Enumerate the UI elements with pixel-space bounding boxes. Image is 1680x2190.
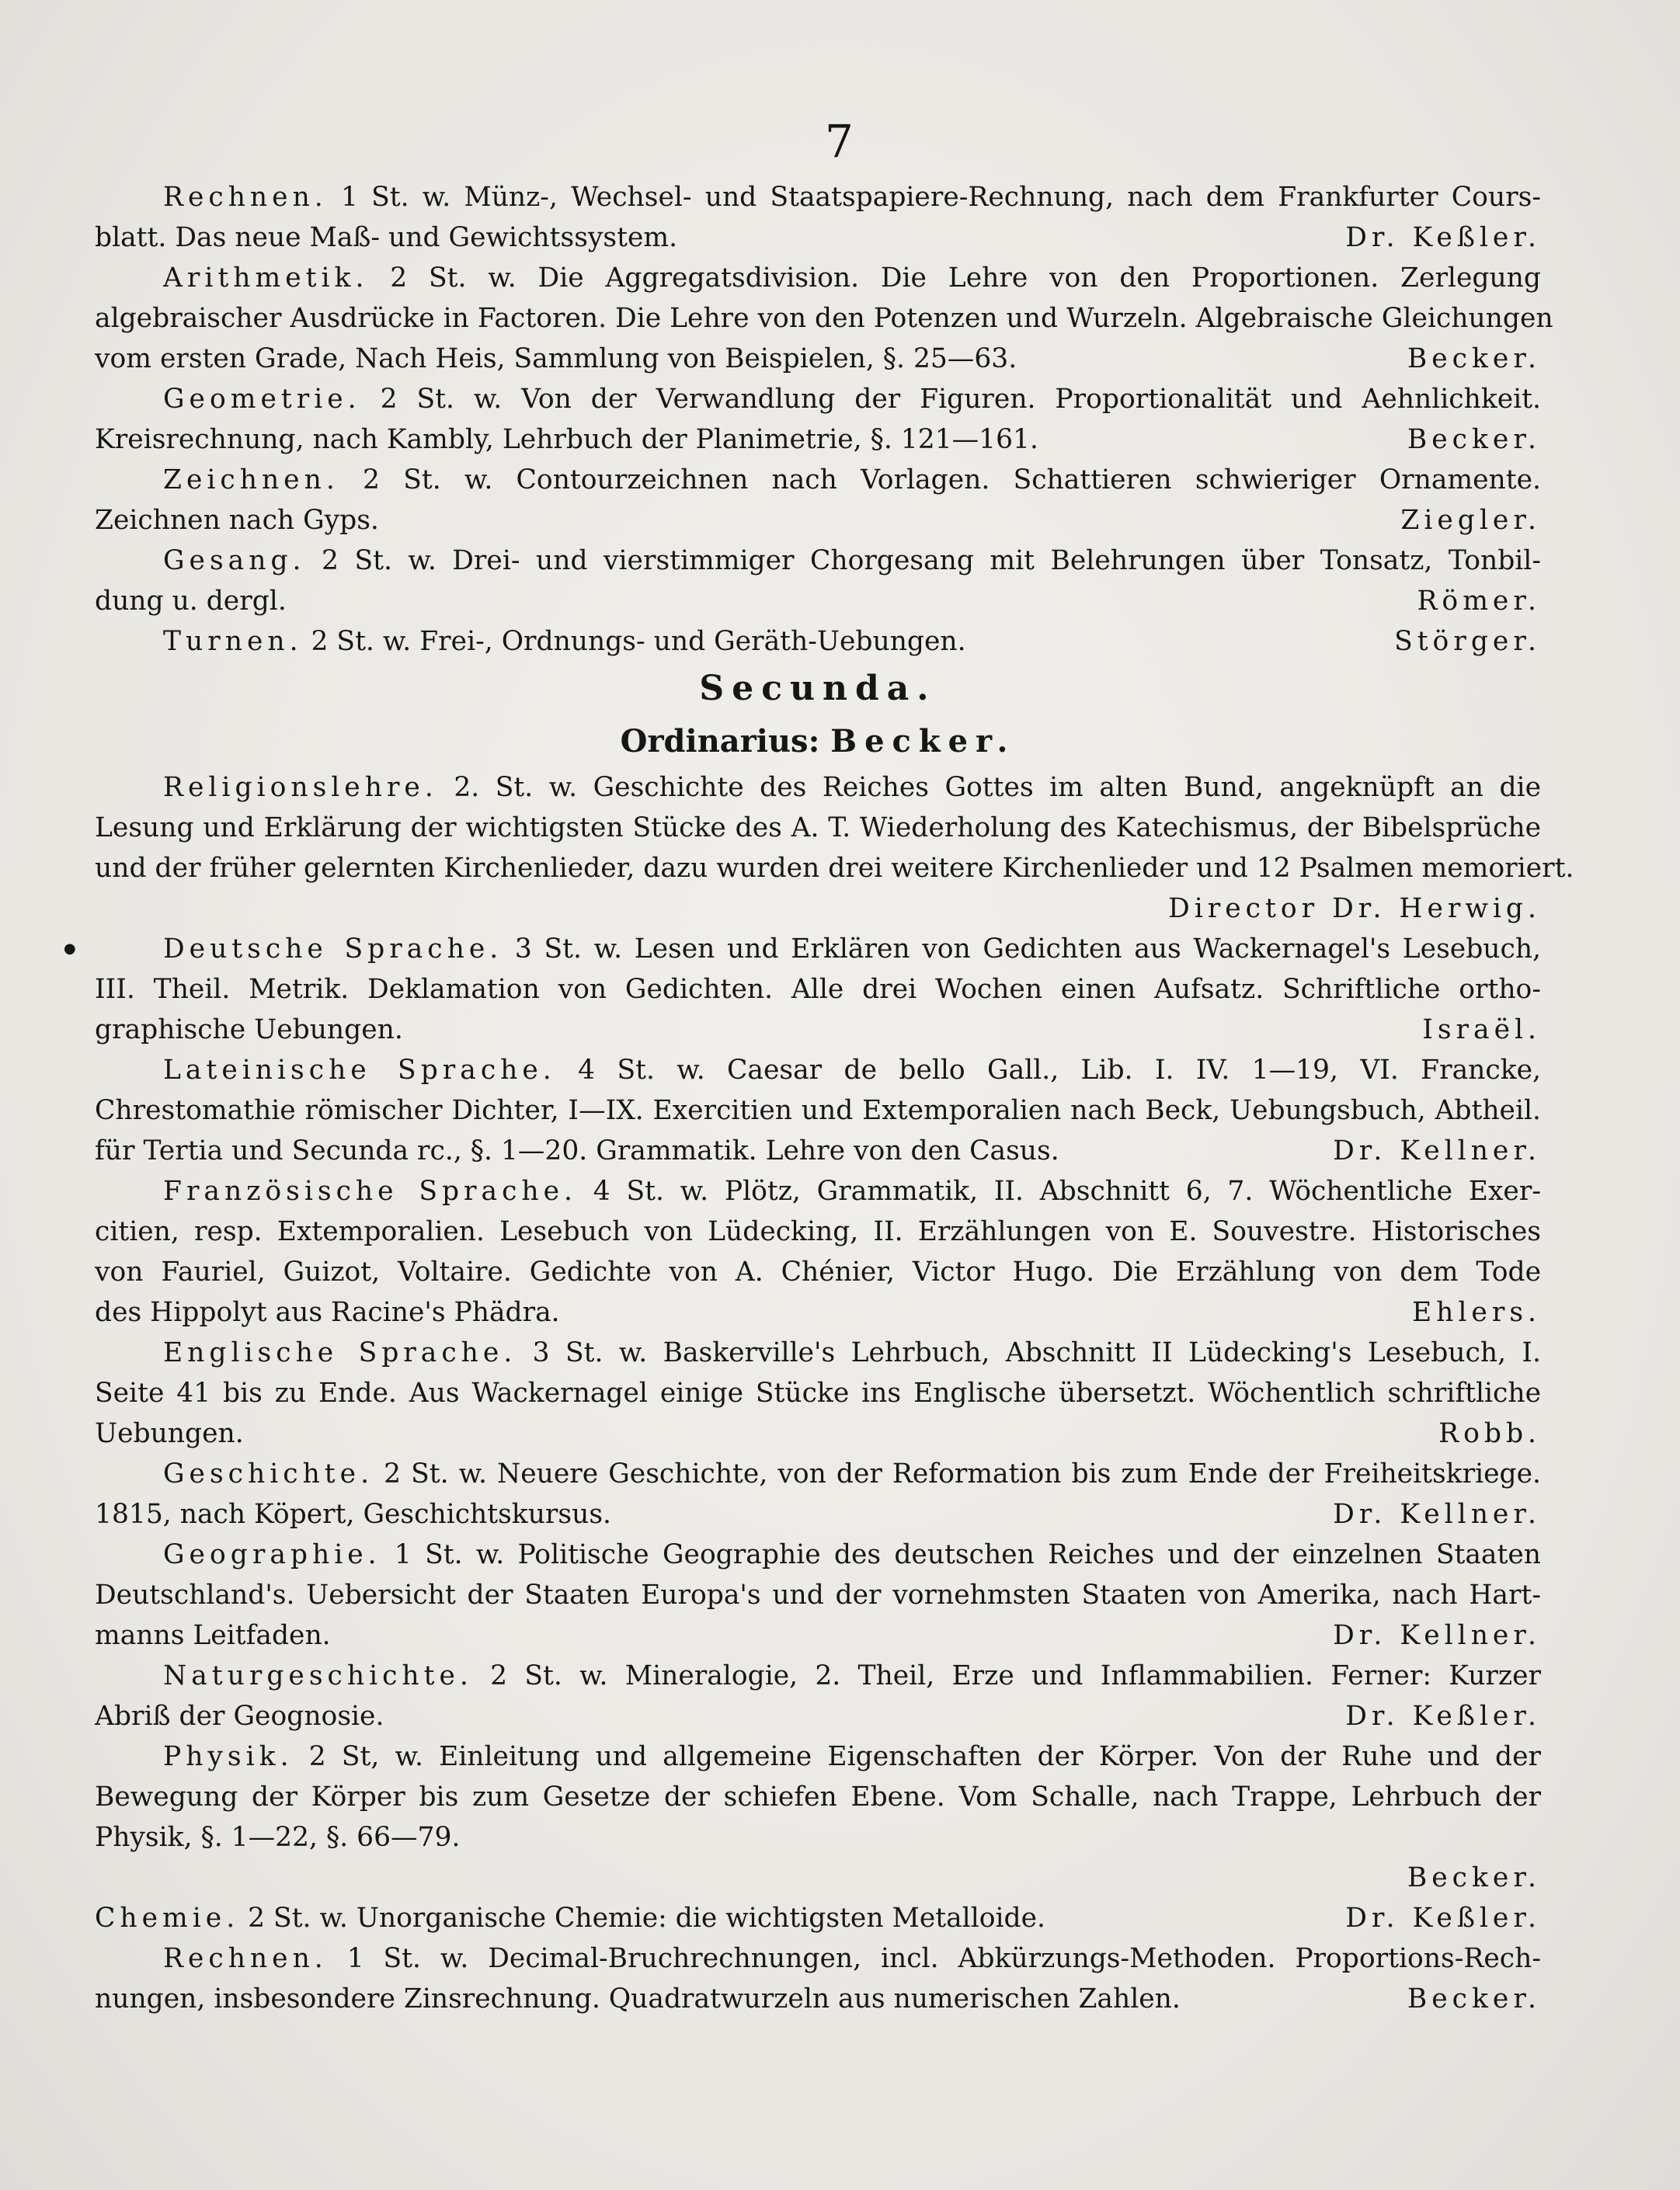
- franzoesisch-line-2: citien, resp. Extemporalien. Lesebuch von Lüdecking, II. Erzählungen von E. Souvestre. Historisches: [95, 1216, 1541, 1247]
- englisch-line-2: Seite 41 bis zu Ende. Aus Wackernagel einige Stücke ins Englische übersetzt. Wöchentlich schriftliche: [95, 1378, 1541, 1409]
- arithmetik-line-2: algebraischer Ausdrücke in Factoren. Die Lehre von den Potenzen und Wurzeln. Algebraische Gleichungen: [95, 303, 1553, 334]
- zeichnen-line-1: Zeichnen. 2 St. w. Contourzeichnen nach Vorlagen. Schattieren schwieriger Ornamente.: [163, 464, 1542, 495]
- physik-teacher: Becker.: [1407, 1862, 1541, 1893]
- teacher-name: Dr. Keßler.: [1345, 222, 1541, 253]
- rechnen2-line-1: Rechnen. 1 St. w. Decimal-Bruchrechnungen, incl. Abkürzungs-Methoden. Proportions-Rech-: [163, 1943, 1541, 1974]
- franzoesisch-line-1: Französische Sprache. 4 St. w. Plötz, Grammatik, II. Abschnitt 6, 7. Wöchentliche Exer-: [163, 1176, 1541, 1207]
- geographie-line-3: manns Leitfaden. Dr. Kellner.: [95, 1615, 1541, 1656]
- teacher-name: Israël.: [1422, 1014, 1541, 1045]
- physik-line-3: Physik, §. 1—22, §. 66—79.: [95, 1822, 461, 1853]
- arithmetik-line-1: Arithmetik. 2 St. w. Die Aggregatsdivision. Die Lehre von den Proportionen. Zerlegung: [163, 262, 1541, 294]
- rechnen-line-1: Rechnen. 1 St. w. Münz-, Wechsel- und Staatspapiere-Rechnung, nach dem Frankfurter Cours-: [163, 182, 1542, 213]
- latein-line-3: für Tertia und Secunda rc., §. 1—20. Grammatik. Lehre von den Casus. Dr. Kellner.: [95, 1131, 1541, 1171]
- body-text: [64, 177, 1574, 2019]
- zeichnen-line-2: Zeichnen nach Gyps. Ziegler.: [95, 500, 1541, 541]
- teacher-name: Becker.: [1407, 1983, 1541, 2014]
- teacher-name: Dr. Keßler.: [1345, 1701, 1541, 1732]
- franzoesisch-line-3: von Fauriel, Guizot, Voltaire. Gedichte von A. Chénier, Victor Hugo. Die Erzählung von dem Tode: [95, 1257, 1541, 1288]
- section-heading: Secunda.: [699, 669, 937, 708]
- religion-line-2: Lesung und Erklärung der wichtigsten Stücke des A. T. Wiederholung des Katechismus, der Bibelsprüche: [95, 812, 1541, 843]
- religion-line-3: und der früher gelernten Kirchenlieder, dazu wurden drei weitere Kirchenlieder und 12 Psalmen memoriert.: [95, 853, 1574, 884]
- teacher-name: Becker.: [1407, 424, 1541, 455]
- deutsch-line-2: III. Theil. Metrik. Deklamation von Gedichten. Alle drei Wochen einen Aufsatz. Schriftliche ortho-: [95, 974, 1541, 1005]
- arithmetik-line-3: vom ersten Grade, Nach Heis, Sammlung von Beispielen, §. 25—63. Becker.: [95, 339, 1541, 379]
- rechnen-line-2: blatt. Das neue Maß- und Gewichtssystem. Dr. Keßler.: [95, 217, 1541, 258]
- gesang-line-2: dung u. dergl. Römer.: [95, 581, 1541, 621]
- geometrie-line-2: Kreisrechnung, nach Kambly, Lehrbuch der Planimetrie, §. 121—161. Becker.: [95, 419, 1541, 460]
- religion-teacher: Director Dr. Herwig.: [1168, 893, 1541, 924]
- deutsch-line-3: graphische Uebungen. Israël.: [95, 1010, 1541, 1050]
- geschichte-line-2: 1815, nach Köpert, Geschichtskursus. Dr. Kellner.: [95, 1494, 1541, 1535]
- stray-dot: ●: [64, 940, 76, 957]
- chemie-line-1: Chemie. 2 St. w. Unorganische Chemie: die wichtigsten Metalloide. Dr. Keßler.: [95, 1898, 1541, 1938]
- geographie-line-2: Deutschland's. Uebersicht der Staaten Europa's und der vornehmsten Staaten von Amerika, nach Hart-: [95, 1580, 1541, 1611]
- physik-line-2: Bewegung der Körper bis zum Gesetze der schiefen Ebene. Vom Schalle, nach Trappe, Lehrbuch der: [95, 1782, 1541, 1813]
- geschichte-line-1: Geschichte. 2 St. w. Neuere Geschichte, von der Reformation bis zum Ende der Freiheitskriege.: [163, 1458, 1541, 1490]
- religion-line-1: Religionslehre. 2. St. w. Geschichte des Reiches Gottes im alten Bund, angeknüpft an die: [163, 772, 1541, 803]
- physik-line-1: Physik. 2 St, w. Einleitung und allgemeine Eigenschaften der Körper. Von der Ruhe und der: [163, 1741, 1541, 1772]
- ordinarius-line: Ordinarius: Becker.: [620, 723, 1016, 760]
- rechnen2-line-2: nungen, insbesondere Zinsrechnung. Quadratwurzeln aus numerischen Zahlen. Becker.: [95, 1979, 1541, 2019]
- teacher-name: Ehlers.: [1411, 1297, 1541, 1328]
- naturgeschichte-line-2: Abriß der Geognosie. Dr. Keßler.: [95, 1696, 1541, 1736]
- teacher-name: Becker.: [1407, 343, 1541, 374]
- teacher-name: Ziegler.: [1400, 505, 1541, 536]
- franzoesisch-line-4: des Hippolyt aus Racine's Phädra. Ehlers.: [95, 1292, 1541, 1333]
- naturgeschichte-line-1: Naturgeschichte. 2 St. w. Mineralogie, 2. Theil, Erze und Inflammabilien. Ferner: Kurzer: [163, 1660, 1542, 1691]
- page-number: 7: [825, 115, 855, 168]
- geographie-line-1: Geographie. 1 St. w. Politische Geographie des deutschen Reiches und der einzelnen Staaten: [163, 1539, 1541, 1570]
- teacher-name: Robb.: [1438, 1418, 1541, 1449]
- gesang-line-1: Gesang. 2 St. w. Drei- und vierstimmiger Chorgesang mit Belehrungen über Tonsatz, Tonbil-: [163, 545, 1541, 576]
- latein-line-1: Lateinische Sprache. 4 St. w. Caesar de bello Gall., Lib. I. IV. 1—19, VI. Francke,: [163, 1055, 1542, 1086]
- teacher-name: Dr. Kellner.: [1333, 1620, 1541, 1651]
- teacher-name: Dr. Keßler.: [1345, 1903, 1541, 1934]
- englisch-line-3: Uebungen. Robb.: [95, 1413, 1541, 1454]
- turnen-line-1: Turnen. 2 St. w. Frei-, Ordnungs- und Geräth-Uebungen. Störger.: [95, 621, 1541, 662]
- latein-line-2: Chrestomathie römischer Dichter, I—IX. Exercitien und Extemporalien nach Beck, Uebungsbuch, Abtheil.: [95, 1095, 1541, 1126]
- teacher-name: Störger.: [1394, 626, 1541, 657]
- teacher-name: Dr. Kellner.: [1333, 1135, 1541, 1166]
- teacher-name: Römer.: [1417, 586, 1541, 617]
- geometrie-line-1: Geometrie. 2 St. w. Von der Verwandlung der Figuren. Proportionalität und Aehnlichkeit.: [163, 384, 1542, 415]
- deutsch-line-1: ● Deutsche Sprache. 3 St. w. Lesen und Erklären von Gedichten aus Wackernagel's Lesebuch,: [95, 929, 1541, 969]
- teacher-name: Dr. Kellner.: [1333, 1499, 1541, 1530]
- englisch-line-1: Englische Sprache. 3 St. w. Baskerville's Lehrbuch, Abschnitt II Lüdecking's Lesebuch, I.: [163, 1337, 1541, 1368]
